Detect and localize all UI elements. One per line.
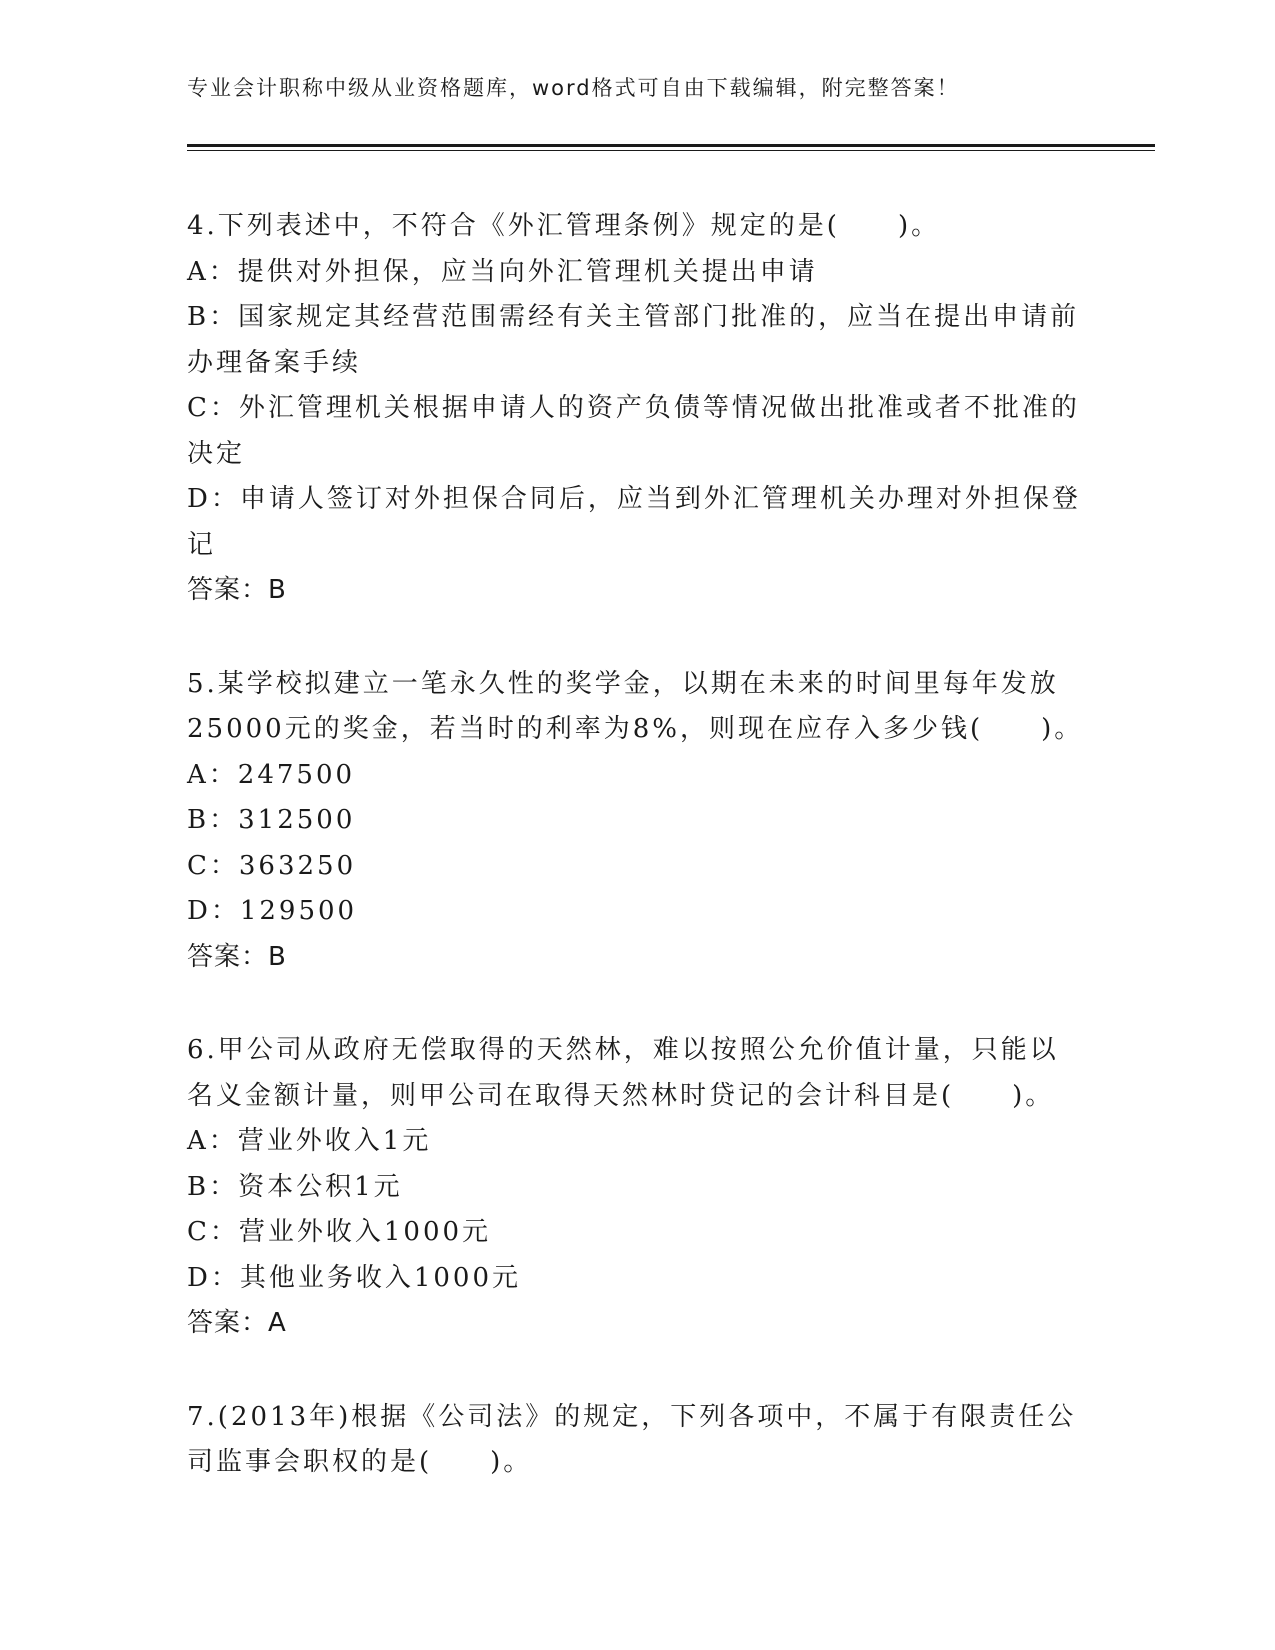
option-line: D：129500 (187, 896, 358, 926)
question-stem-line: 25000元的奖金，若当时的利率为8%，则现在应存入多少钱( )。 (187, 714, 1084, 744)
header-rule-thin (187, 150, 1155, 151)
question-block (187, 1028, 1087, 1347)
question-stem-line: 7.(2013年)根据《公司法》的规定，下列各项中，不属于有限责任公 (187, 1401, 1077, 1432)
option-line: 记 (187, 529, 217, 560)
question-stem-line: 4.下列表述中，不符合《外汇管理条例》规定的是( )。 (187, 211, 941, 241)
option-line: B：312500 (187, 805, 356, 835)
answer-line: 答案：B (187, 941, 287, 972)
option-line: B：资本公积1元 (187, 1171, 403, 1202)
header-rule-thick (187, 144, 1155, 147)
question-block (187, 662, 1087, 981)
question-stem-line: 名义金额计量，则甲公司在取得天然林时贷记的会计科目是( )。 (187, 1080, 1055, 1111)
question-stem-line: 司监事会职权的是( )。 (187, 1447, 533, 1477)
option-line: C：营业外收入1000元 (187, 1217, 492, 1247)
question-block (187, 204, 1087, 614)
question-list (187, 204, 1087, 1534)
question-block (187, 1395, 1087, 1486)
option-line: B：国家规定其经营范围需经有关主管部门批准的，应当在提出申请前 (187, 302, 1080, 332)
option-line: A：营业外收入1元 (187, 1126, 432, 1156)
option-line: 决定 (187, 438, 246, 469)
page-header-text: 专业会计职称中级从业资格题库，word格式可自由下载编辑，附完整答案！ (187, 76, 960, 100)
option-line: A：提供对外担保，应当向外汇管理机关提出申请 (187, 256, 818, 287)
answer-line: 答案：A (187, 1308, 287, 1338)
option-line: D：其他业务收入1000元 (187, 1262, 522, 1293)
answer-line: 答案：B (187, 575, 287, 605)
question-stem-line: 5.某学校拟建立一笔永久性的奖学金，以期在未来的时间里每年发放 (187, 668, 1059, 699)
option-line: C：363250 (187, 850, 357, 881)
option-line: A：247500 (187, 759, 356, 790)
option-line: C：外汇管理机关根据申请人的资产负债等情况做出批准或者不批准的 (187, 393, 1080, 423)
question-stem-line: 6.甲公司从政府无偿取得的天然林，难以按照公允价值计量，只能以 (187, 1035, 1059, 1065)
option-line: D：申请人签订对外担保合同后，应当到外汇管理机关办理对外担保登 (187, 484, 1081, 514)
option-line: 办理备案手续 (187, 347, 362, 378)
